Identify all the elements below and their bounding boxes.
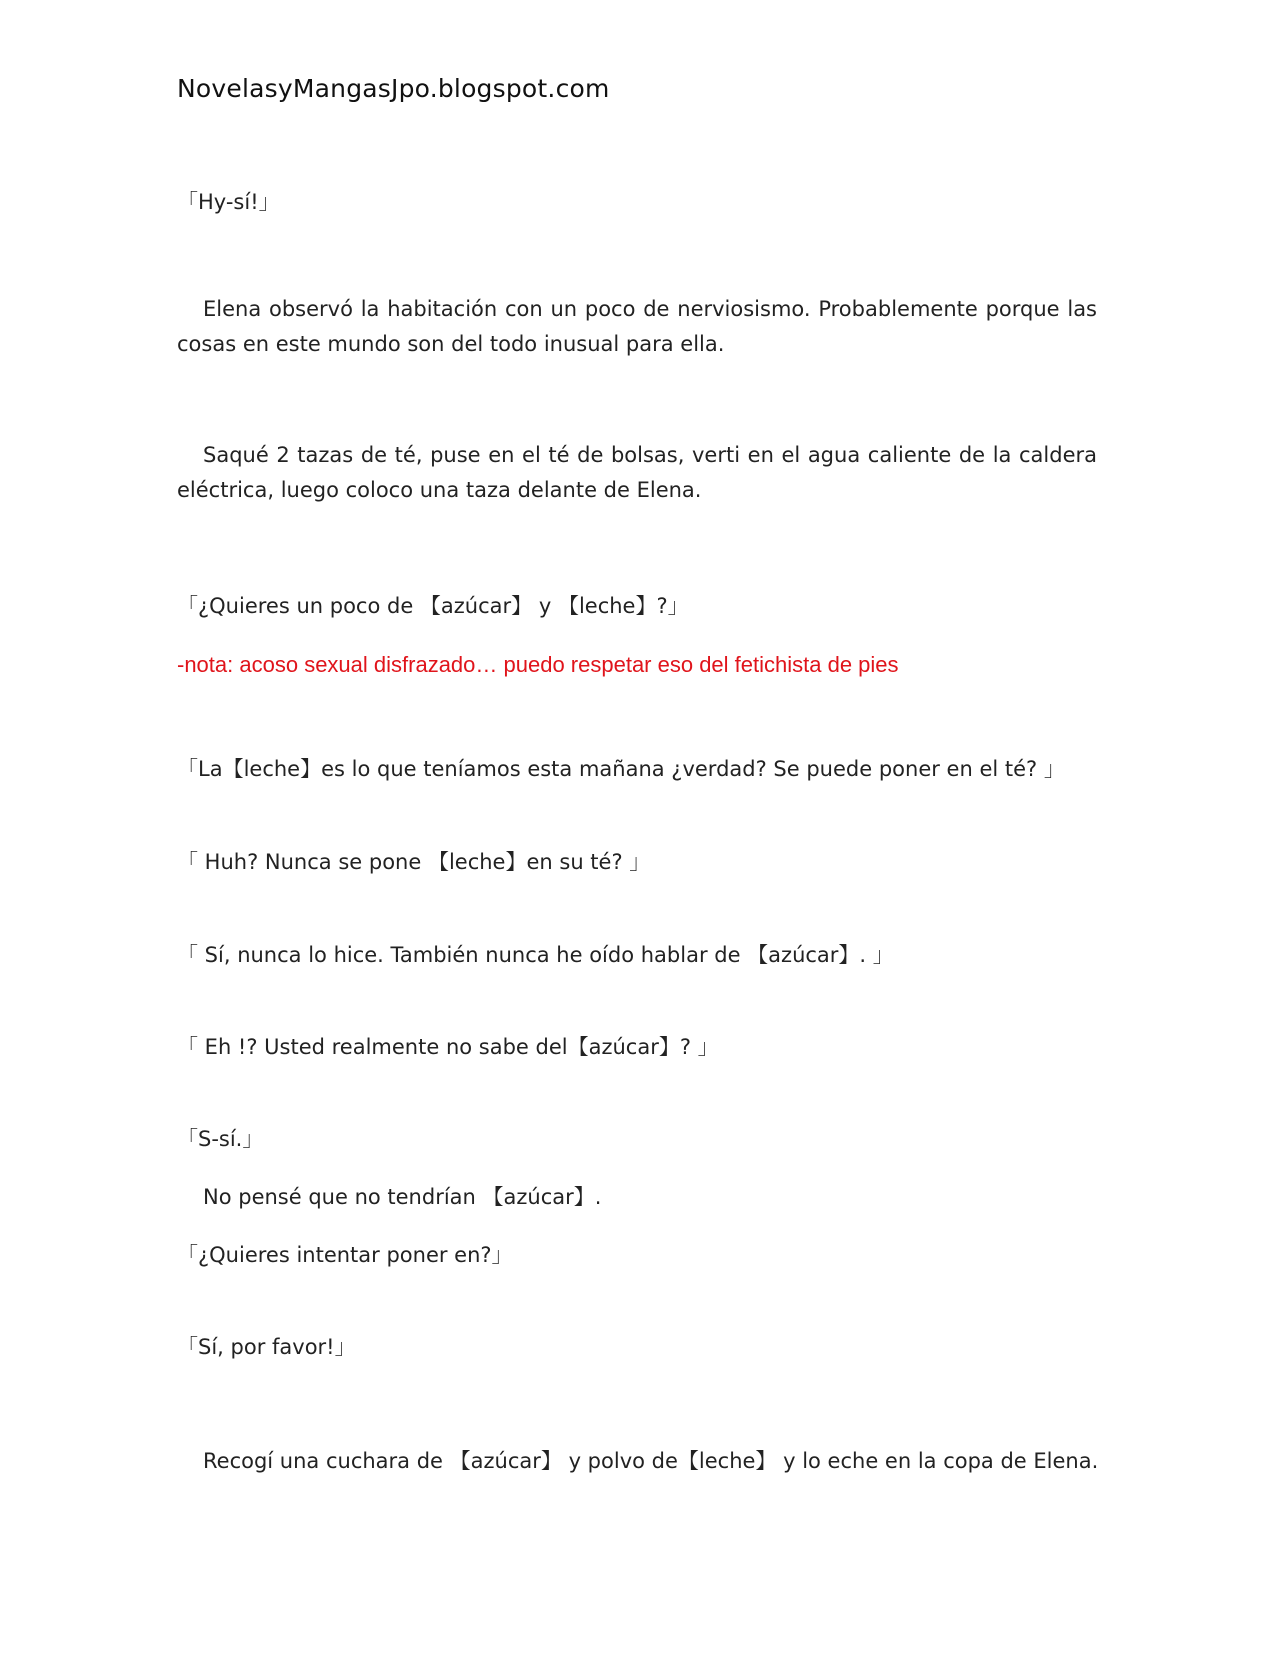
narration-line: Recogí una cuchara de 【azúcar】 y polvo de【leche】 y lo eche en la copa de Elena. [203, 1449, 1099, 1473]
dialogue-line: 「Sí, por favor!」 [177, 1335, 356, 1359]
dialogue-line: 「 Sí, nunca lo hice. También nunca he oído hablar de 【azúcar】. 」 [177, 943, 894, 967]
narration-line: No pensé que no tendrían 【azúcar】. [203, 1185, 602, 1209]
narration-paragraph: Elena observó la habitación con un poco de nerviosismo. Probablemente porque las cosas en este mundo son del todo inusual para ella. [177, 297, 1097, 356]
dialogue-line: 「La【leche】es lo que teníamos esta mañana ¿verdad? Se puede poner en el té? 」 [177, 757, 1065, 781]
translator-note: -nota: acoso sexual disfrazado… puedo respetar eso del fetichista de pies [177, 652, 899, 677]
dialogue-line: 「 Eh !? Usted realmente no sabe del【azúcar】? 」 [177, 1035, 719, 1059]
dialogue-line: 「 Huh? Nunca se pone 【leche】en su té? 」 [177, 850, 651, 874]
site-header: NovelasyMangasJpo.blogspot.com [177, 74, 610, 103]
dialogue-line: 「¿Quieres intentar poner en?」 [177, 1243, 513, 1267]
dialogue-line: 「S-sí.」 [177, 1127, 264, 1151]
dialogue-line: 「¿Quieres un poco de 【azúcar】 y 【leche】?」 [177, 594, 689, 618]
narration-paragraph: Saqué 2 tazas de té, puse en el té de bolsas, verti en el agua caliente de la caldera eléctrica, luego coloco una taza delante de Elena. [177, 443, 1097, 502]
dialogue-line: 「Hy-sí!」 [177, 190, 280, 214]
